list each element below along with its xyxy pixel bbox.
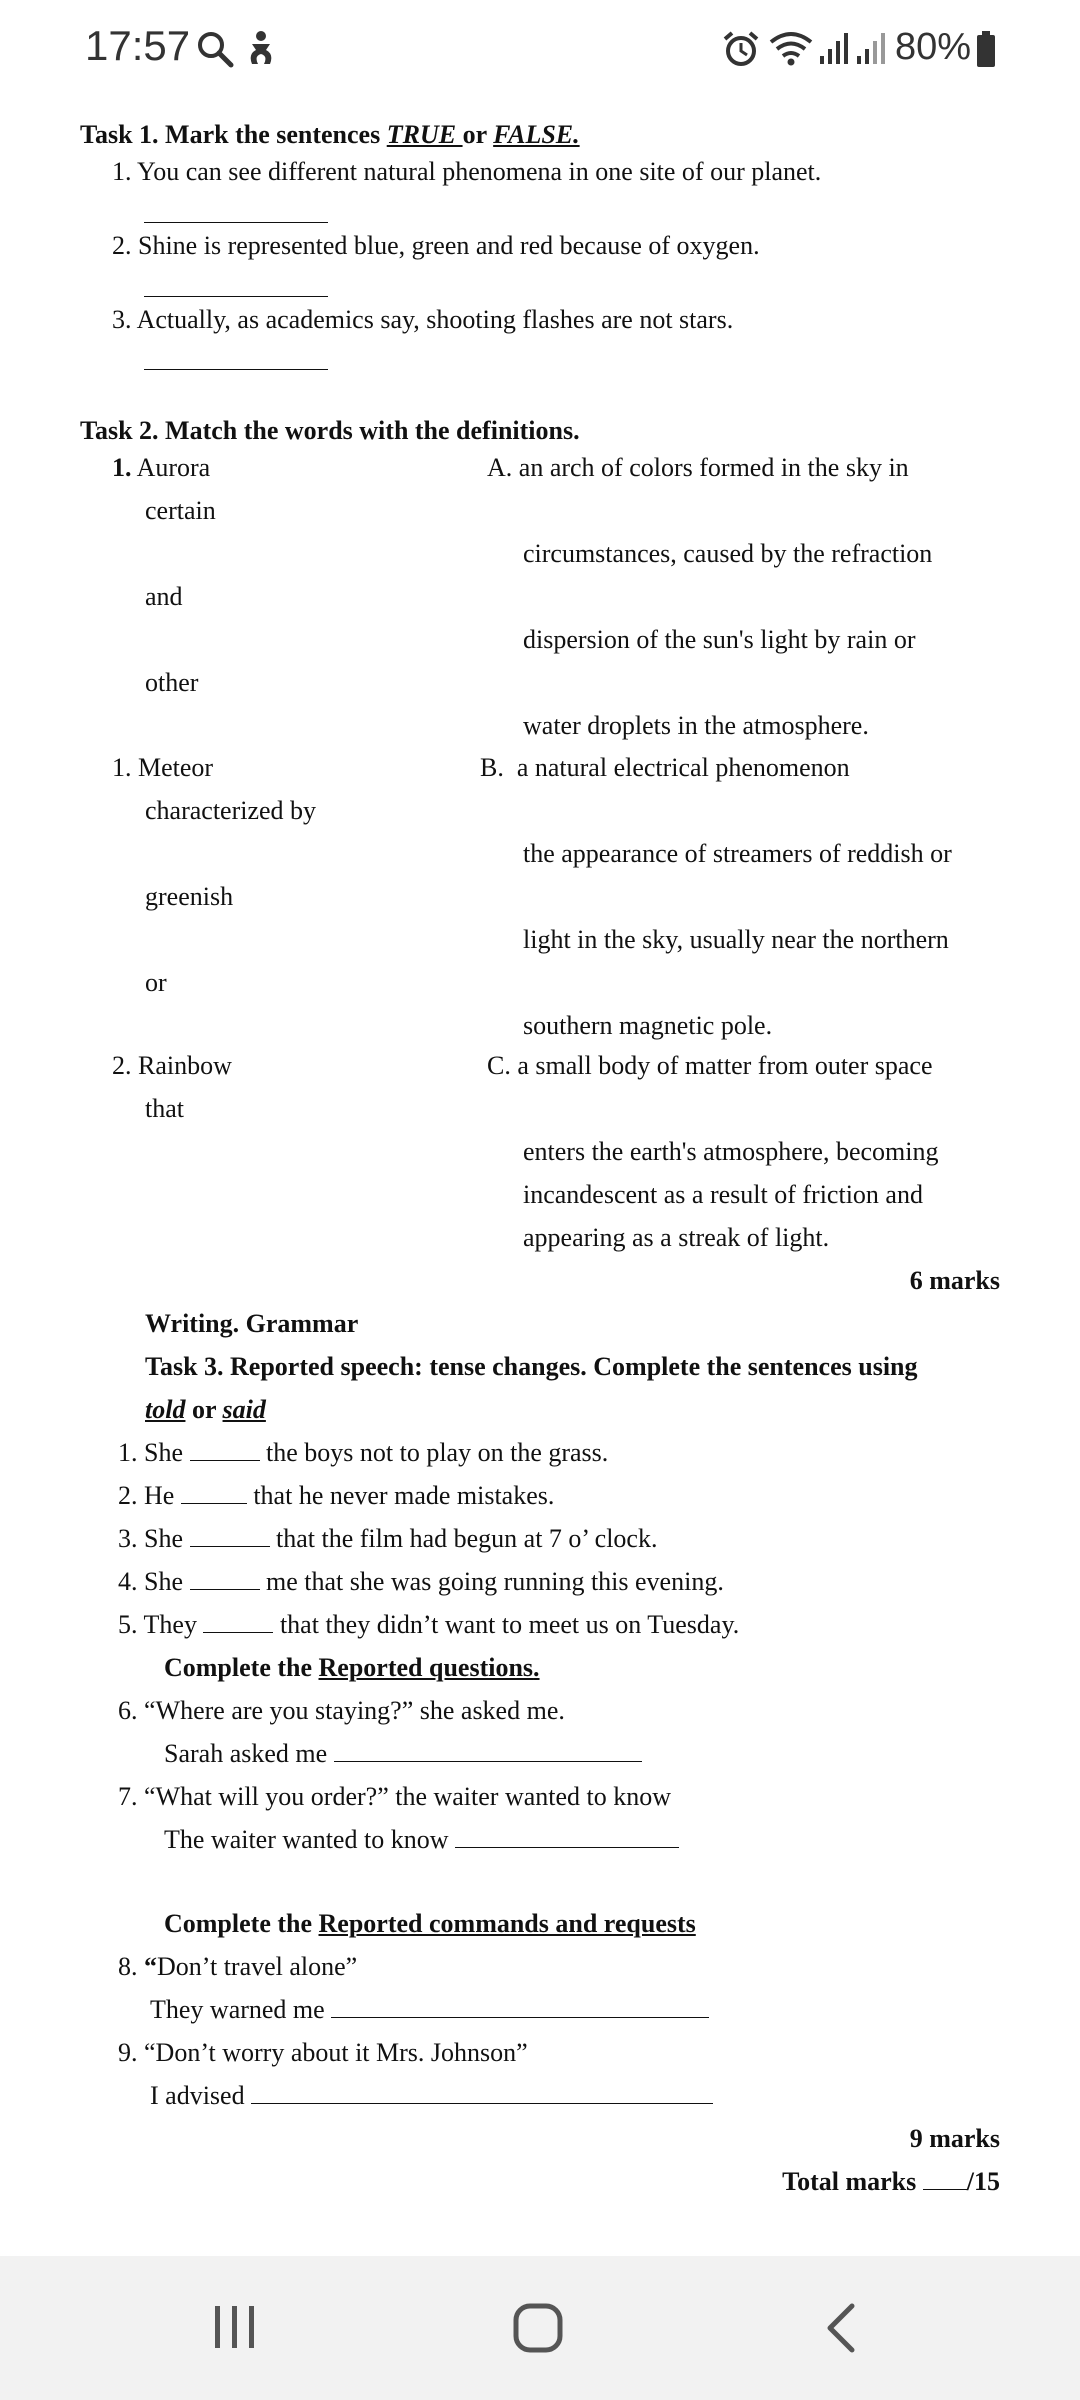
home-button[interactable] [512, 2302, 564, 2354]
definition-text: southern magnetic pole. [523, 1011, 773, 1040]
commands-heading: Complete the Reported commands and requests [164, 1909, 696, 1938]
word-item: 1. Meteor [112, 753, 214, 782]
word-text: other [145, 668, 199, 697]
word-text: certain [145, 496, 216, 525]
answer-blank[interactable] [190, 1440, 260, 1461]
answer-blank[interactable] [144, 369, 328, 370]
answer-blank[interactable] [334, 1741, 642, 1762]
said-word: said [222, 1395, 266, 1424]
task3-item: 1. She the boys not to play on the grass. [118, 1438, 609, 1467]
word-text: or [145, 968, 167, 997]
answer-blank[interactable] [190, 1569, 260, 1590]
word-text: greenish [145, 882, 234, 911]
total-blank[interactable] [923, 2169, 967, 2190]
word-text: that [145, 1094, 184, 1123]
task3-options: told or said [145, 1395, 266, 1424]
true-word: TRUE [386, 120, 463, 149]
answer-blank[interactable] [144, 296, 328, 297]
answer-blank[interactable] [190, 1526, 270, 1547]
status-time: 17:57 [85, 22, 191, 69]
navigation-bar [0, 2256, 1080, 2400]
task1-item: 3. Actually, as academics say, shooting flashes are not stars. [112, 305, 734, 334]
word-item: 1. Aurora [112, 453, 211, 482]
definition-item: B. a natural electrical phenomenon [480, 753, 850, 782]
word-text: characterized by [145, 796, 317, 825]
answer-line: They warned me [150, 1997, 709, 2023]
task3-item: 2. He that he never made mistakes. [118, 1481, 555, 1510]
word-item: 2. Rainbow [112, 1051, 232, 1080]
answer-blank[interactable] [251, 2083, 713, 2104]
definition-text: water droplets in the atmosphere. [523, 711, 869, 740]
false-word: FALSE. [493, 120, 580, 149]
back-button[interactable] [822, 2302, 858, 2354]
task3-title: Task 3. Reported speech: tense changes. Complete the sentences using [145, 1352, 918, 1381]
task3-item: 5. They that they didn’t want to meet us on Tuesday. [118, 1610, 740, 1639]
definition-text: light in the sky, usually near the northern [523, 925, 949, 954]
task3-item: 4. She me that she was going running this evening. [118, 1567, 724, 1596]
task3-marks: 9 marks [909, 2124, 1000, 2153]
task1-item: 2. Shine is represented blue, green and red because of oxygen. [112, 231, 760, 260]
writing-heading: Writing. Grammar [145, 1309, 359, 1338]
task3-item: 3. She that the film had begun at 7 o’ clock. [118, 1524, 658, 1553]
definition-text: dispersion of the sun's light by rain or [523, 625, 916, 654]
definition-text: enters the earth's atmosphere, becoming [523, 1137, 939, 1166]
questions-heading: Complete the Reported questions. [164, 1653, 540, 1682]
question-item: 6. “Where are you staying?” she asked me. [118, 1696, 565, 1725]
definition-text: incandescent as a result of friction and [523, 1180, 923, 1209]
answer-blank[interactable] [455, 1827, 679, 1848]
answer-line: The waiter wanted to know [164, 1827, 679, 1853]
definition-text: the appearance of streamers of reddish or [523, 839, 952, 868]
total-marks: Total marks /15 [782, 2167, 1000, 2196]
definition-text: circumstances, caused by the refraction [523, 539, 933, 568]
told-word: told [145, 1395, 186, 1424]
answer-blank[interactable] [144, 222, 328, 223]
answer-blank[interactable] [181, 1483, 247, 1504]
task2-title: Task 2. Match the words with the definitions. [80, 416, 580, 445]
task2-marks: 6 marks [909, 1266, 1000, 1295]
definition-text: appearing as a streak of light. [523, 1223, 830, 1252]
word-text: and [145, 582, 183, 611]
recent-apps-button[interactable] [212, 2302, 258, 2352]
question-item: 7. “What will you order?” the waiter wanted to know [118, 1782, 672, 1811]
answer-blank[interactable] [331, 1997, 709, 2018]
command-item: 8. “Don’t travel alone” [118, 1952, 358, 1981]
task1-title: Task 1. Mark the sentences TRUE or FALSE. [80, 120, 580, 149]
definition-item: C. a small body of matter from outer space [487, 1051, 933, 1080]
definition-item: A. an arch of colors formed in the sky in [487, 453, 909, 482]
answer-line: I advised [150, 2083, 713, 2109]
answer-blank[interactable] [203, 1612, 273, 1633]
task1-item: 1. You can see different natural phenomena in one site of our planet. [112, 157, 822, 186]
battery-percent: 80% [895, 26, 972, 68]
command-item: 9. “Don’t worry about it Mrs. Johnson” [118, 2038, 528, 2067]
answer-line: Sarah asked me [164, 1741, 642, 1767]
